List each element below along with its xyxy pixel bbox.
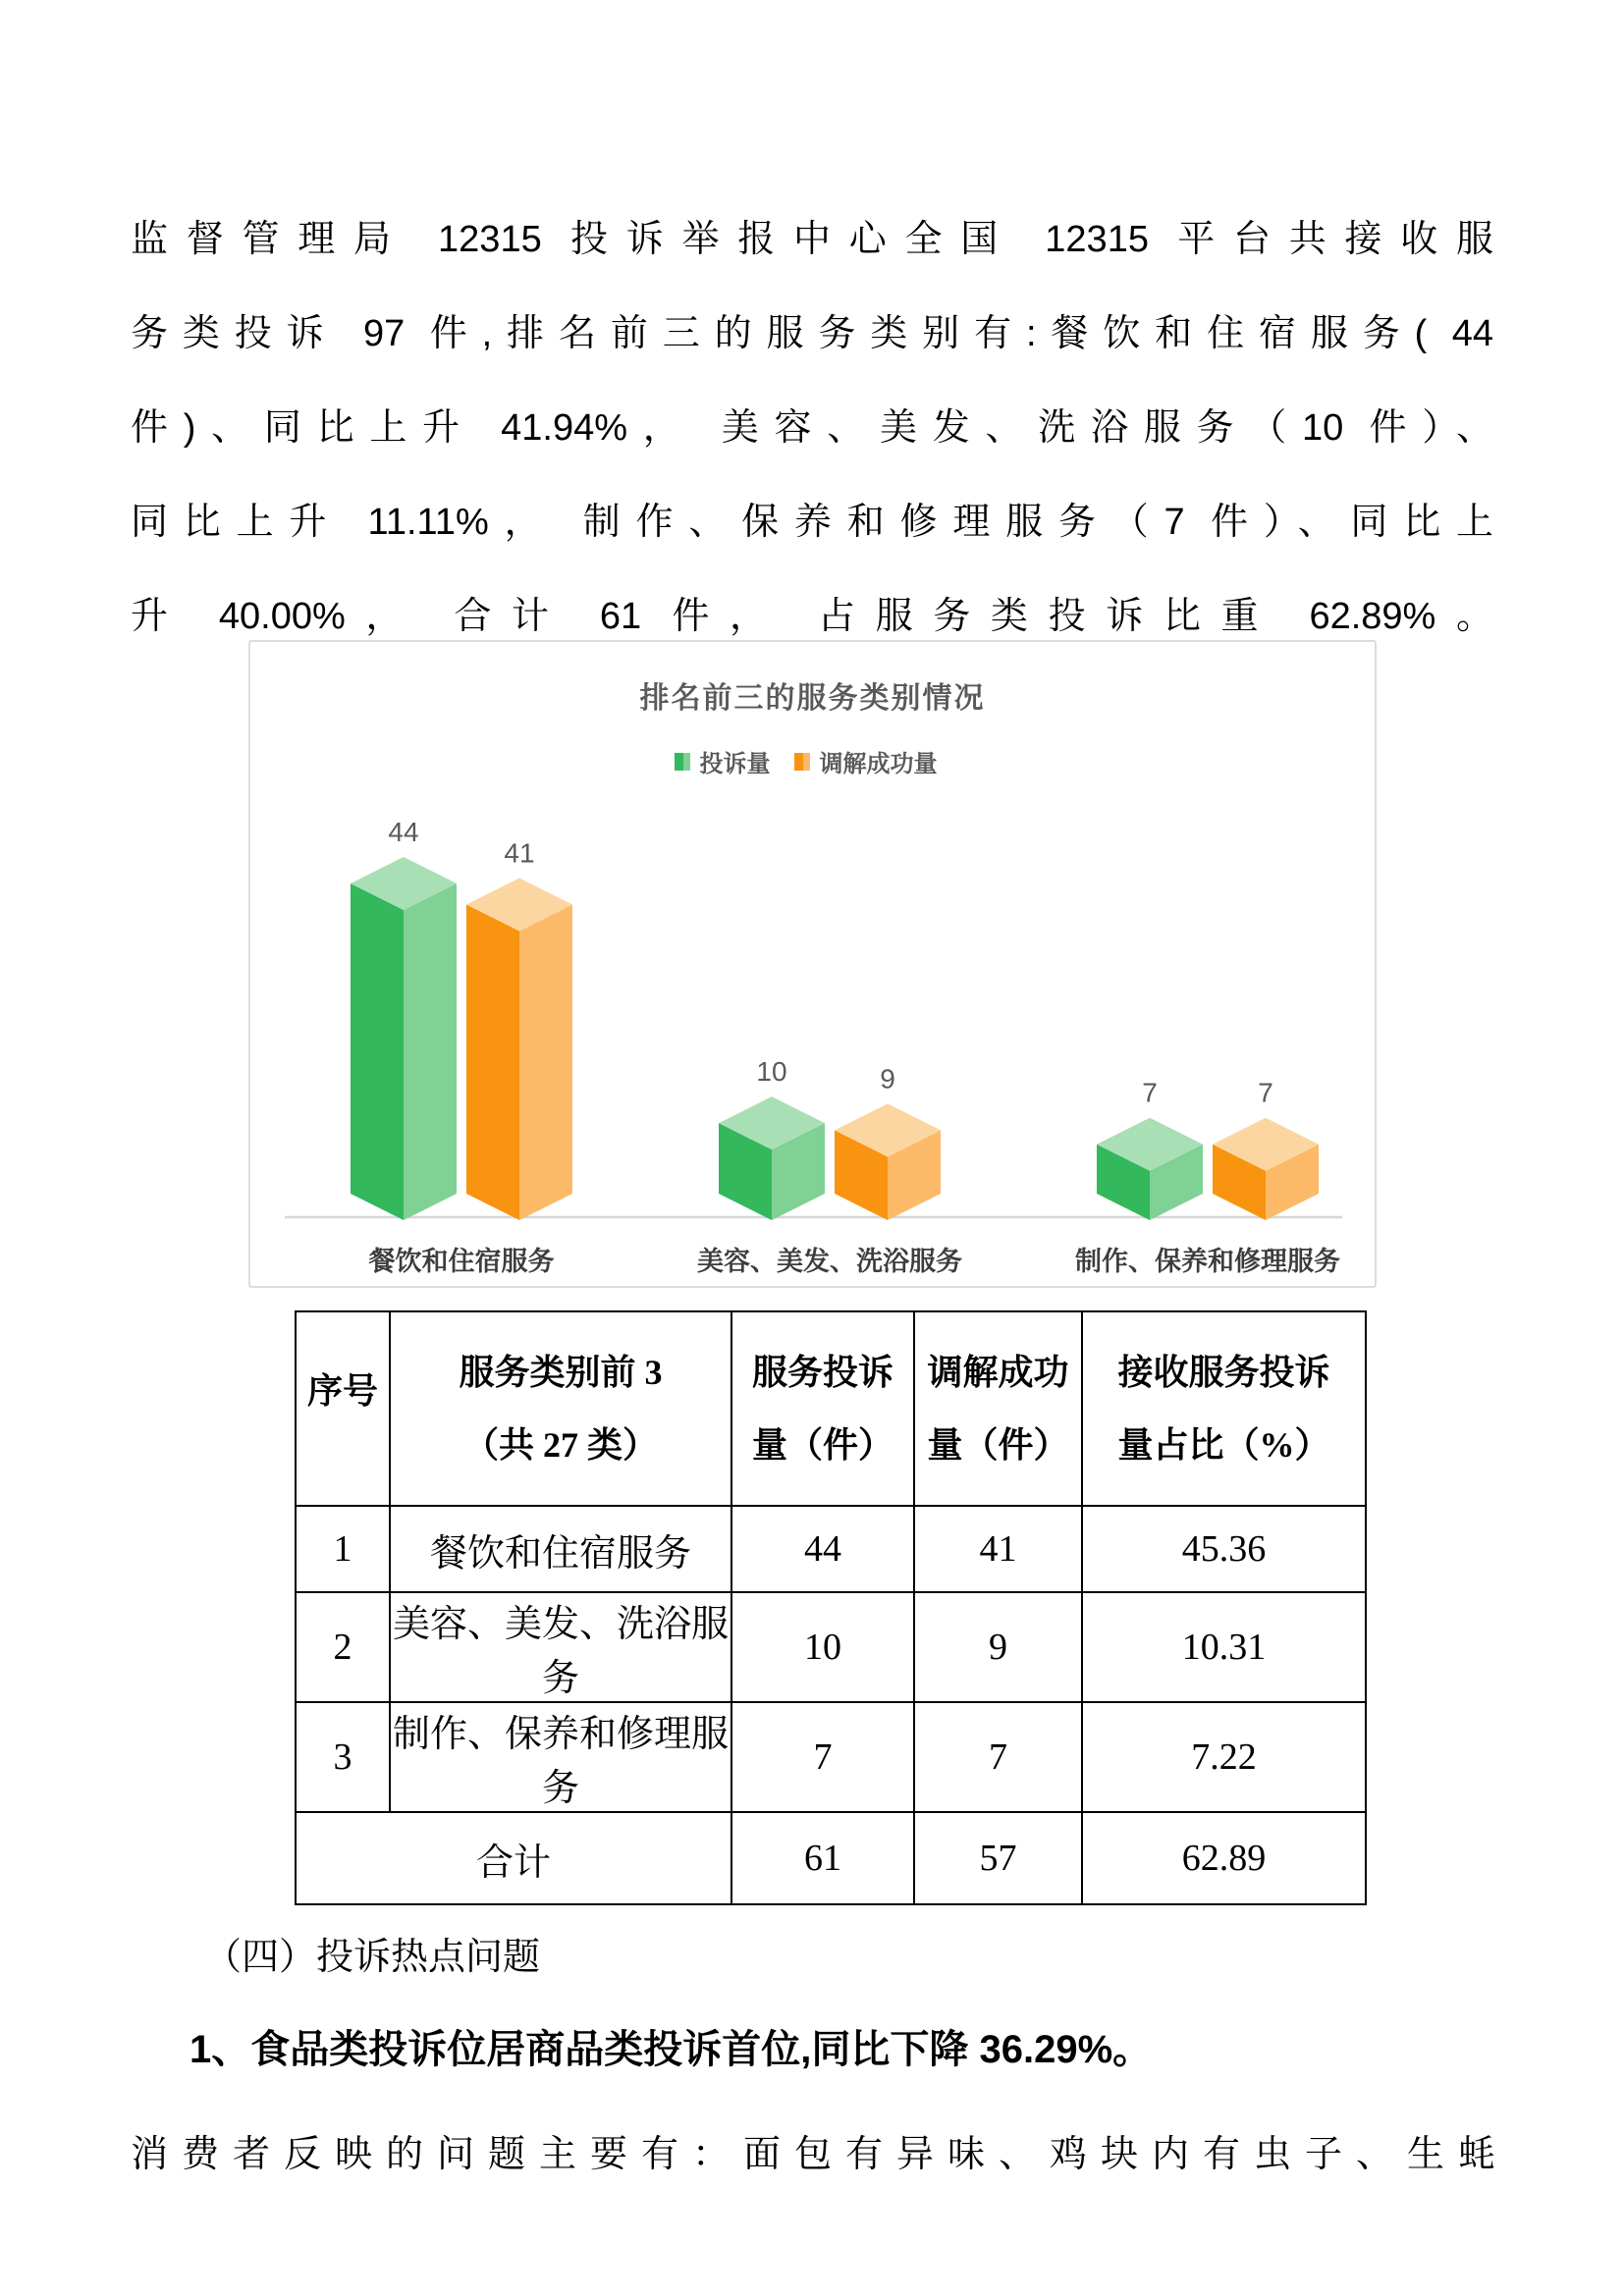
chart-title: 排名前三的服务类别情况 [639,682,986,715]
svg-text:41: 41 [504,837,535,869]
svg-text:7: 7 [1142,1077,1158,1108]
paragraph-line: 升 40.00%， 合计 61 件， 占服务类投诉比重 62.89%。 [131,596,1493,637]
bar-chart-canvas [250,766,1375,1286]
cell-total-label: 合计 [296,1812,731,1904]
header-no: 序号 [296,1311,390,1506]
cell-share: 7.22 [1082,1702,1366,1812]
svg-text:10: 10 [756,1056,787,1088]
cell-mediated: 9 [914,1592,1082,1702]
svg-text:餐饮和住宿服务: 餐饮和住宿服务 [368,1247,555,1276]
table-row [296,1702,1366,1812]
cell-category: 美容、美发、洗浴服务 [390,1592,731,1702]
header-mediated: 调解成功 量（件） [914,1311,1082,1506]
body-line: 消费者反映的问题主要有：面包有异味、鸡块内有虫子、生蚝 [131,2134,1495,2175]
svg-text:44: 44 [388,817,419,847]
stats-table [295,1310,1367,1905]
svg-text:美容、美发、洗浴服务: 美容、美发、洗浴服务 [697,1247,962,1276]
cell-total-complaints: 61 [731,1812,914,1904]
bar-chart [248,640,1377,1288]
cell-complaints: 10 [731,1592,914,1702]
table-total-row [296,1812,1366,1904]
svg-text:7: 7 [1258,1077,1273,1108]
table-row [296,1592,1366,1702]
cell-no: 3 [296,1702,390,1812]
legend-label-complaints: 投诉量 [699,751,771,777]
svg-text:制作、保养和修理服务: 制作、保养和修理服务 [1075,1247,1340,1276]
header-complaints: 服务投诉 量（件） [731,1311,914,1506]
cell-mediated: 41 [914,1506,1082,1592]
cell-mediated: 7 [914,1702,1082,1812]
paragraph-line: 监督管理局 12315 投诉举报中心全国 12315 平台共接收服 [131,219,1493,260]
section-heading: （四）投诉热点问题 [204,1937,541,1978]
cell-complaints: 44 [731,1506,914,1592]
cell-share: 10.31 [1082,1592,1366,1702]
cell-total-mediated: 57 [914,1812,1082,1904]
header-share: 接收服务投诉 量占比（%） [1082,1311,1366,1506]
cell-no: 2 [296,1592,390,1702]
cell-share: 45.36 [1082,1506,1366,1592]
legend-label-mediated: 调解成功量 [819,751,938,777]
cell-total-share: 62.89 [1082,1812,1366,1904]
body-paragraph [131,192,1493,664]
paragraph-line: 件)、同比上升 41.94%， 美容、美发、洗浴服务（10 件）、 [131,407,1493,449]
cell-complaints: 7 [731,1702,914,1812]
header-category: 服务类别前 3 （共 27 类） [390,1311,731,1506]
highlight-sentence: 1、食品类投诉位居商品类投诉首位,同比下降 36.29%。 [189,2028,1153,2071]
cell-category: 制作、保养和修理服务 [390,1702,731,1812]
cell-no: 1 [296,1506,390,1592]
svg-text:9: 9 [880,1063,895,1095]
paragraph-line: 同比上升 11.11%， 制作、保养和修理服务（7 件）、同比上 [131,502,1493,543]
paragraph-line: 务类投诉 97 件,排名前三的服务类别有:餐饮和住宿服务( 44 [131,313,1493,354]
table-header-row [296,1311,1366,1506]
table-row [296,1506,1366,1592]
cell-category: 餐饮和住宿服务 [390,1506,731,1592]
